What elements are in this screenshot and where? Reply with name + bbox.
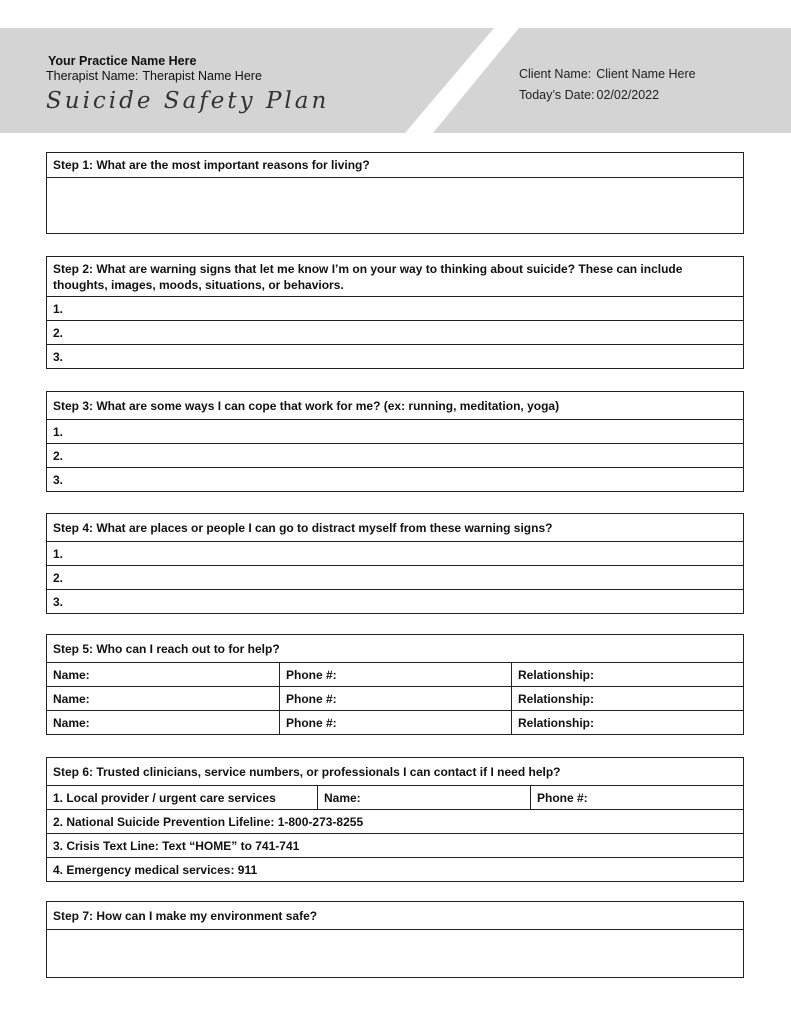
item-number: 3. xyxy=(53,349,64,364)
local-provider-text: 1. Local provider / urgent care services xyxy=(53,790,276,805)
client-name xyxy=(519,67,696,81)
step2-item-2[interactable] xyxy=(47,320,743,344)
item-number: 1. xyxy=(53,424,64,439)
name-label: Name: xyxy=(324,790,361,805)
contact-phone-field[interactable] xyxy=(279,687,511,710)
name-label: Name: xyxy=(53,667,90,682)
crisis-text-row xyxy=(47,833,743,857)
step3-section xyxy=(46,391,744,492)
step3-question: Step 3: What are some ways I can cope that work for me? (ex: running, meditation, yoga) xyxy=(53,398,560,413)
client-value[interactable]: Client Name Here xyxy=(596,67,696,81)
lifeline-text: 2. National Suicide Prevention Lifeline: 1-800-273-8255 xyxy=(53,814,364,829)
emergency-row xyxy=(47,857,743,881)
step7-section xyxy=(46,901,744,978)
step4-question: Step 4: What are places or people I can go to distract myself from these warning signs? xyxy=(53,520,553,535)
provider-name-field[interactable] xyxy=(317,786,530,809)
page-title: Suicide Safety Plan xyxy=(46,88,330,114)
step3-item-3[interactable] xyxy=(47,467,743,491)
therapist-value: Therapist Name Here xyxy=(142,69,262,83)
contact-relationship-field[interactable] xyxy=(511,663,743,686)
contact-row xyxy=(47,710,743,734)
client-label: Client Name: xyxy=(519,67,592,81)
provider-phone-field[interactable] xyxy=(530,786,743,809)
step2-section xyxy=(46,256,744,369)
phone-label: Phone #: xyxy=(286,667,337,682)
item-number: 1. xyxy=(53,546,64,561)
contact-phone-field[interactable] xyxy=(279,711,511,734)
step2-item-3[interactable] xyxy=(47,344,743,368)
contact-name-field[interactable] xyxy=(47,687,279,710)
item-number: 2. xyxy=(53,325,64,340)
step5-question: Step 5: Who can I reach out to for help? xyxy=(53,641,280,656)
item-number: 2. xyxy=(53,570,64,585)
phone-label: Phone #: xyxy=(537,790,588,805)
step4-item-3[interactable] xyxy=(47,589,743,613)
step7-answer-area[interactable] xyxy=(47,929,743,977)
step1-section xyxy=(46,152,744,234)
step6-section xyxy=(46,757,744,882)
date-label: Today’s Date: xyxy=(519,88,595,102)
relationship-label: Relationship: xyxy=(518,667,595,682)
phone-label: Phone #: xyxy=(286,715,337,730)
name-label: Name: xyxy=(53,715,90,730)
contact-name-field[interactable] xyxy=(47,711,279,734)
relationship-label: Relationship: xyxy=(518,715,595,730)
step4-section xyxy=(46,513,744,614)
step2-question: Step 2: What are warning signs that let me know I’m on your way to thinking about suicide? These can include thoughts, images, moods, situations, or behaviors. xyxy=(53,261,683,292)
step1-question: Step 1: What are the most important reasons for living? xyxy=(53,158,370,172)
relationship-label: Relationship: xyxy=(518,691,595,706)
step5-section xyxy=(46,634,744,735)
practice-name: Your Practice Name Here xyxy=(48,54,197,68)
todays-date xyxy=(519,88,659,102)
item-number: 3. xyxy=(53,594,64,609)
contact-name-field[interactable] xyxy=(47,663,279,686)
therapist-label: Therapist Name: xyxy=(46,69,139,83)
date-value[interactable]: 02/02/2022 xyxy=(596,88,660,102)
step3-item-2[interactable] xyxy=(47,443,743,467)
step4-item-1[interactable] xyxy=(47,541,743,565)
step1-answer-area[interactable] xyxy=(47,177,743,233)
emergency-services-text: 4. Emergency medical services: 911 xyxy=(53,862,258,877)
local-provider-row xyxy=(47,785,743,809)
step6-question: Step 6: Trusted clinicians, service numbers, or professionals I can contact if I need help? xyxy=(53,764,561,779)
item-number: 2. xyxy=(53,448,64,463)
contact-relationship-field[interactable] xyxy=(511,711,743,734)
lifeline-row xyxy=(47,809,743,833)
contact-relationship-field[interactable] xyxy=(511,687,743,710)
therapist-name xyxy=(46,69,262,83)
step4-item-2[interactable] xyxy=(47,565,743,589)
contact-row xyxy=(47,662,743,686)
local-provider-label xyxy=(47,786,317,809)
name-label: Name: xyxy=(53,691,90,706)
contact-phone-field[interactable] xyxy=(279,663,511,686)
crisis-text-line: 3. Crisis Text Line: Text “HOME” to 741-741 xyxy=(53,838,300,853)
step3-item-1[interactable] xyxy=(47,419,743,443)
step2-item-1[interactable] xyxy=(47,296,743,320)
step7-question: Step 7: How can I make my environment safe? xyxy=(53,908,318,923)
item-number: 3. xyxy=(53,472,64,487)
contact-row xyxy=(47,686,743,710)
item-number: 1. xyxy=(53,301,64,316)
phone-label: Phone #: xyxy=(286,691,337,706)
